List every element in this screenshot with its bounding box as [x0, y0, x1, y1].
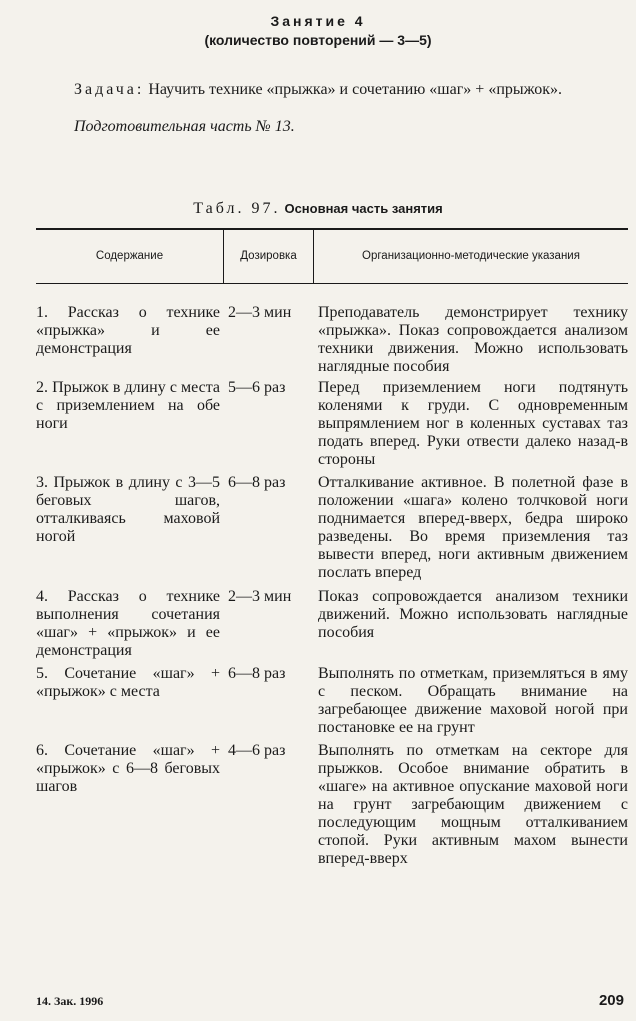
row-content: 5. Сочетание «шаг» + «прыжок» с места	[36, 665, 220, 700]
lesson-title: Занятие 4	[270, 13, 366, 29]
row-dosage: 4—6 раз	[228, 742, 286, 759]
task-text: Научить технике «прыжка» и сочетанию «шаг» + «прыжок».	[148, 81, 563, 98]
row-guidelines: Выполнять по отметкам на секторе для прыжков. Особое внимание обратить в «шаге» на активное опускание маховой ноги на грунт загребающим движением с последующим мощным отталкиванием стопой. Руки активным махом вынести вперед-вверх	[318, 742, 628, 867]
row-content: 4. Рассказ о технике выполнения сочетания «шаг» + «прыжок» и ее демонстрация	[36, 588, 220, 659]
table-caption	[0, 200, 636, 218]
row-guidelines: Выполнять по отметкам, приземляться в яму с песком. Обращать внимание на загребающее движение маховой ногой при постановке ее на грунт	[318, 665, 628, 736]
row-content: 1. Рассказ о технике «прыжка» и ее демонстрация	[36, 304, 220, 357]
lesson-subtitle: (количество повторений — 3—5)	[204, 32, 432, 48]
row-dosage: 2—3 мин	[228, 588, 292, 605]
row-dosage: 6—8 раз	[228, 665, 286, 682]
preparatory-part: Подготовительная часть № 13.	[74, 118, 295, 135]
task-label: Задача:	[74, 81, 145, 98]
row-guidelines: Показ сопровождается анализом техники движений. Можно использовать наглядные пособия	[318, 588, 628, 641]
table-name: Основная часть занятия	[284, 201, 443, 216]
row-dosage: 5—6 раз	[228, 379, 286, 396]
column-header-dosage: Дозировка	[240, 250, 297, 262]
table-header-rule	[36, 283, 628, 284]
row-guidelines: Перед приземлением ноги подтянуть коленями к груди. С одновременным выпрямлением ног в коленных суставах таз подать вперед. Руки отвести далеко назад-в стороны	[318, 379, 628, 468]
row-guidelines: Преподаватель демонстрирует технику «прыжка». Показ сопровождается анализом техники движения. Можно использовать наглядные пособия	[318, 304, 628, 375]
column-header-guidelines: Организационно-методические указания	[362, 250, 580, 262]
row-content: 2. Прыжок в длину с места с приземлением на обе ноги	[36, 379, 220, 432]
table-number: Табл. 97.	[193, 200, 281, 217]
row-content: 6. Сочетание «шаг» + «прыжок» с 6—8 беговых шагов	[36, 742, 220, 795]
print-signature: 14. Зак. 1996	[36, 994, 104, 1008]
column-header-content: Содержание	[95, 250, 164, 262]
task-paragraph	[36, 80, 628, 100]
row-dosage: 6—8 раз	[228, 474, 286, 491]
row-guidelines: Отталкивание активное. В полетной фазе в положении «шага» колено толчковой ноги поднимается вперед-вверх, бедра широко разведены. Во время приземления таз вывести вперед, ноги активным движением послать вперед	[318, 474, 628, 581]
row-dosage: 2—3 мин	[228, 304, 292, 321]
row-content: 3. Прыжок в длину с 3—5 беговых шагов, отталкиваясь маховой ногой	[36, 474, 220, 545]
page-number: 209	[598, 992, 624, 1009]
